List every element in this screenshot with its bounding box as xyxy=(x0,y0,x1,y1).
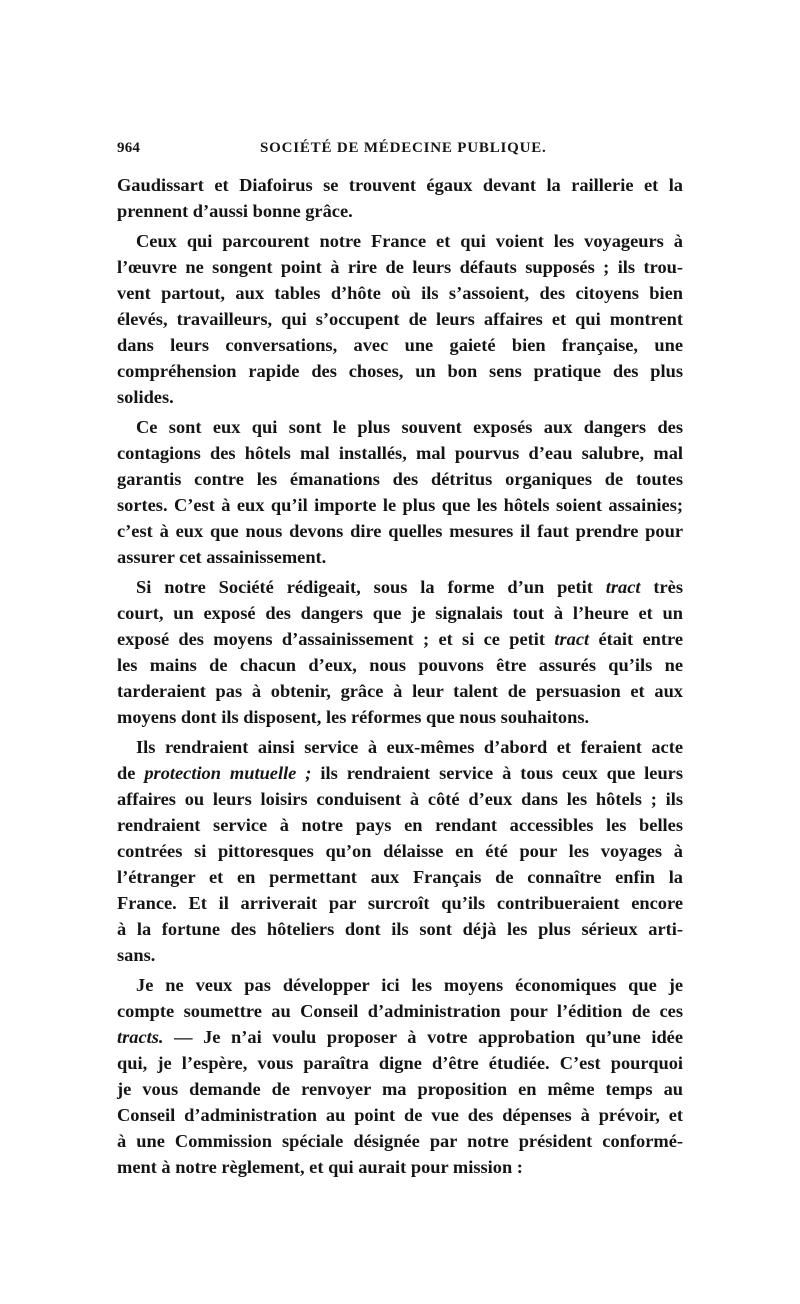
text-line: contrées si pittoresques qu’on délaisse en été pour les voyages à xyxy=(117,841,683,861)
line-text-after: — Je n’ai voulu proposer à votre approbation qu’une idée xyxy=(174,1027,683,1047)
text-line: tarderaient pas à obtenir, grâce à leur talent de persuasion et aux xyxy=(117,681,683,701)
line-text-after: très xyxy=(653,577,683,597)
text-line: Ceux qui parcourent notre France et qui voient les voyageurs à xyxy=(136,231,683,251)
text-line: assurer cet assainissement. xyxy=(117,547,327,567)
text-line: l’œuvre ne songent point à rire de leurs défauts supposés ; ils trou- xyxy=(117,257,683,277)
italic-term: tract xyxy=(554,629,590,649)
text-line: les mains de chacun d’eux, nous pouvons être assurés qu’ils ne xyxy=(117,655,683,675)
text-line: sortes. C’est à eux qu’il importe le plus que les hôtels soient assainies; xyxy=(117,495,683,515)
page-number: 964 xyxy=(117,140,141,156)
running-head xyxy=(117,140,683,168)
text-line: élevés, travailleurs, qui s’occupent de leurs affaires et qui montrent xyxy=(117,309,683,329)
text-line: qui, je l’espère, vous paraîtra digne d’être étudiée. C’est pourquoi xyxy=(117,1053,683,1073)
italic-term: tracts. xyxy=(117,1027,164,1047)
text-line: vent partout, aux tables d’hôte où ils s’assoient, des citoyens bien xyxy=(117,283,683,303)
text-line: c’est à eux que nous devons dire quelles mesures il faut prendre pour xyxy=(117,521,683,541)
text-line: contagions des hôtels mal installés, mal pourvus d’eau salubre, mal xyxy=(117,443,683,463)
text-line: Ce sont eux qui sont le plus souvent exposés aux dangers des xyxy=(136,417,683,437)
text-line-with-italic xyxy=(117,574,683,600)
line-text-after: ils rendraient service à tous ceux que leurs xyxy=(320,763,683,783)
text-line: je vous demande de renvoyer ma proposition en même temps au xyxy=(117,1079,683,1099)
text-line: Ils rendraient ainsi service à eux-mêmes d’abord et feraient acte xyxy=(136,737,683,757)
text-line: France. Et il arriverait par surcroît qu’ils contribueraient encore xyxy=(117,893,683,913)
text-line: court, un exposé des dangers que je signalais tout à l’heure et un xyxy=(117,603,683,623)
paragraph-6 xyxy=(117,972,683,1180)
text-line: rendraient service à notre pays en rendant accessibles les belles xyxy=(117,815,683,835)
line-text-after: était entre xyxy=(598,629,683,649)
text-line: Je ne veux pas développer ici les moyens économiques que je xyxy=(136,975,683,995)
text-line: garantis contre les émanations des détritus organiques de toutes xyxy=(117,469,683,489)
paragraph-1 xyxy=(117,172,683,224)
line-text: Si notre Société rédigeait, sous la forme d’un petit xyxy=(136,577,593,597)
paragraph-5 xyxy=(117,734,683,968)
paragraph-2 xyxy=(117,228,683,410)
line-text: exposé des moyens d’assainissement ; et si ce petit xyxy=(117,629,546,649)
italic-phrase: protection mutuelle ; xyxy=(144,763,312,783)
text-line-with-italic xyxy=(117,760,683,786)
text-line: moyens dont ils disposent, les réformes que nous souhaitons. xyxy=(117,707,590,727)
text-line: compréhension rapide des choses, un bon sens pratique des plus xyxy=(117,361,683,381)
journal-title: SOCIÉTÉ DE MÉDECINE PUBLIQUE. xyxy=(260,140,547,156)
text-line: compte soumettre au Conseil d’administration pour l’édition de ces xyxy=(117,1001,683,1021)
text-line-with-italic xyxy=(117,1024,683,1050)
text-line: à la fortune des hôteliers dont ils sont déjà les plus sérieux arti- xyxy=(117,919,683,939)
body-text xyxy=(117,172,683,1184)
text-line: ment à notre règlement, et qui aurait pour mission : xyxy=(117,1157,523,1177)
text-line: Gaudissart et Diafoirus se trouvent égaux devant la raillerie et la xyxy=(117,175,683,195)
text-line: solides. xyxy=(117,387,174,407)
paragraph-3 xyxy=(117,414,683,570)
text-line: affaires ou leurs loisirs conduisent à côté d’eux dans les hôtels ; ils xyxy=(117,789,683,809)
line-text: de xyxy=(117,763,136,783)
paragraph-4 xyxy=(117,574,683,730)
italic-term: tract xyxy=(605,577,641,597)
text-line: prennent d’aussi bonne grâce. xyxy=(117,201,353,221)
text-line: l’étranger et en permettant aux Français de connaître enfin la xyxy=(117,867,683,887)
text-line-with-italic xyxy=(117,626,683,652)
text-line: Conseil d’administration au point de vue des dépenses à prévoir, et xyxy=(117,1105,683,1125)
text-line: à une Commission spéciale désignée par notre président conformé- xyxy=(117,1131,683,1151)
text-line: dans leurs conversations, avec une gaieté bien française, une xyxy=(117,335,683,355)
text-line: sans. xyxy=(117,945,156,965)
